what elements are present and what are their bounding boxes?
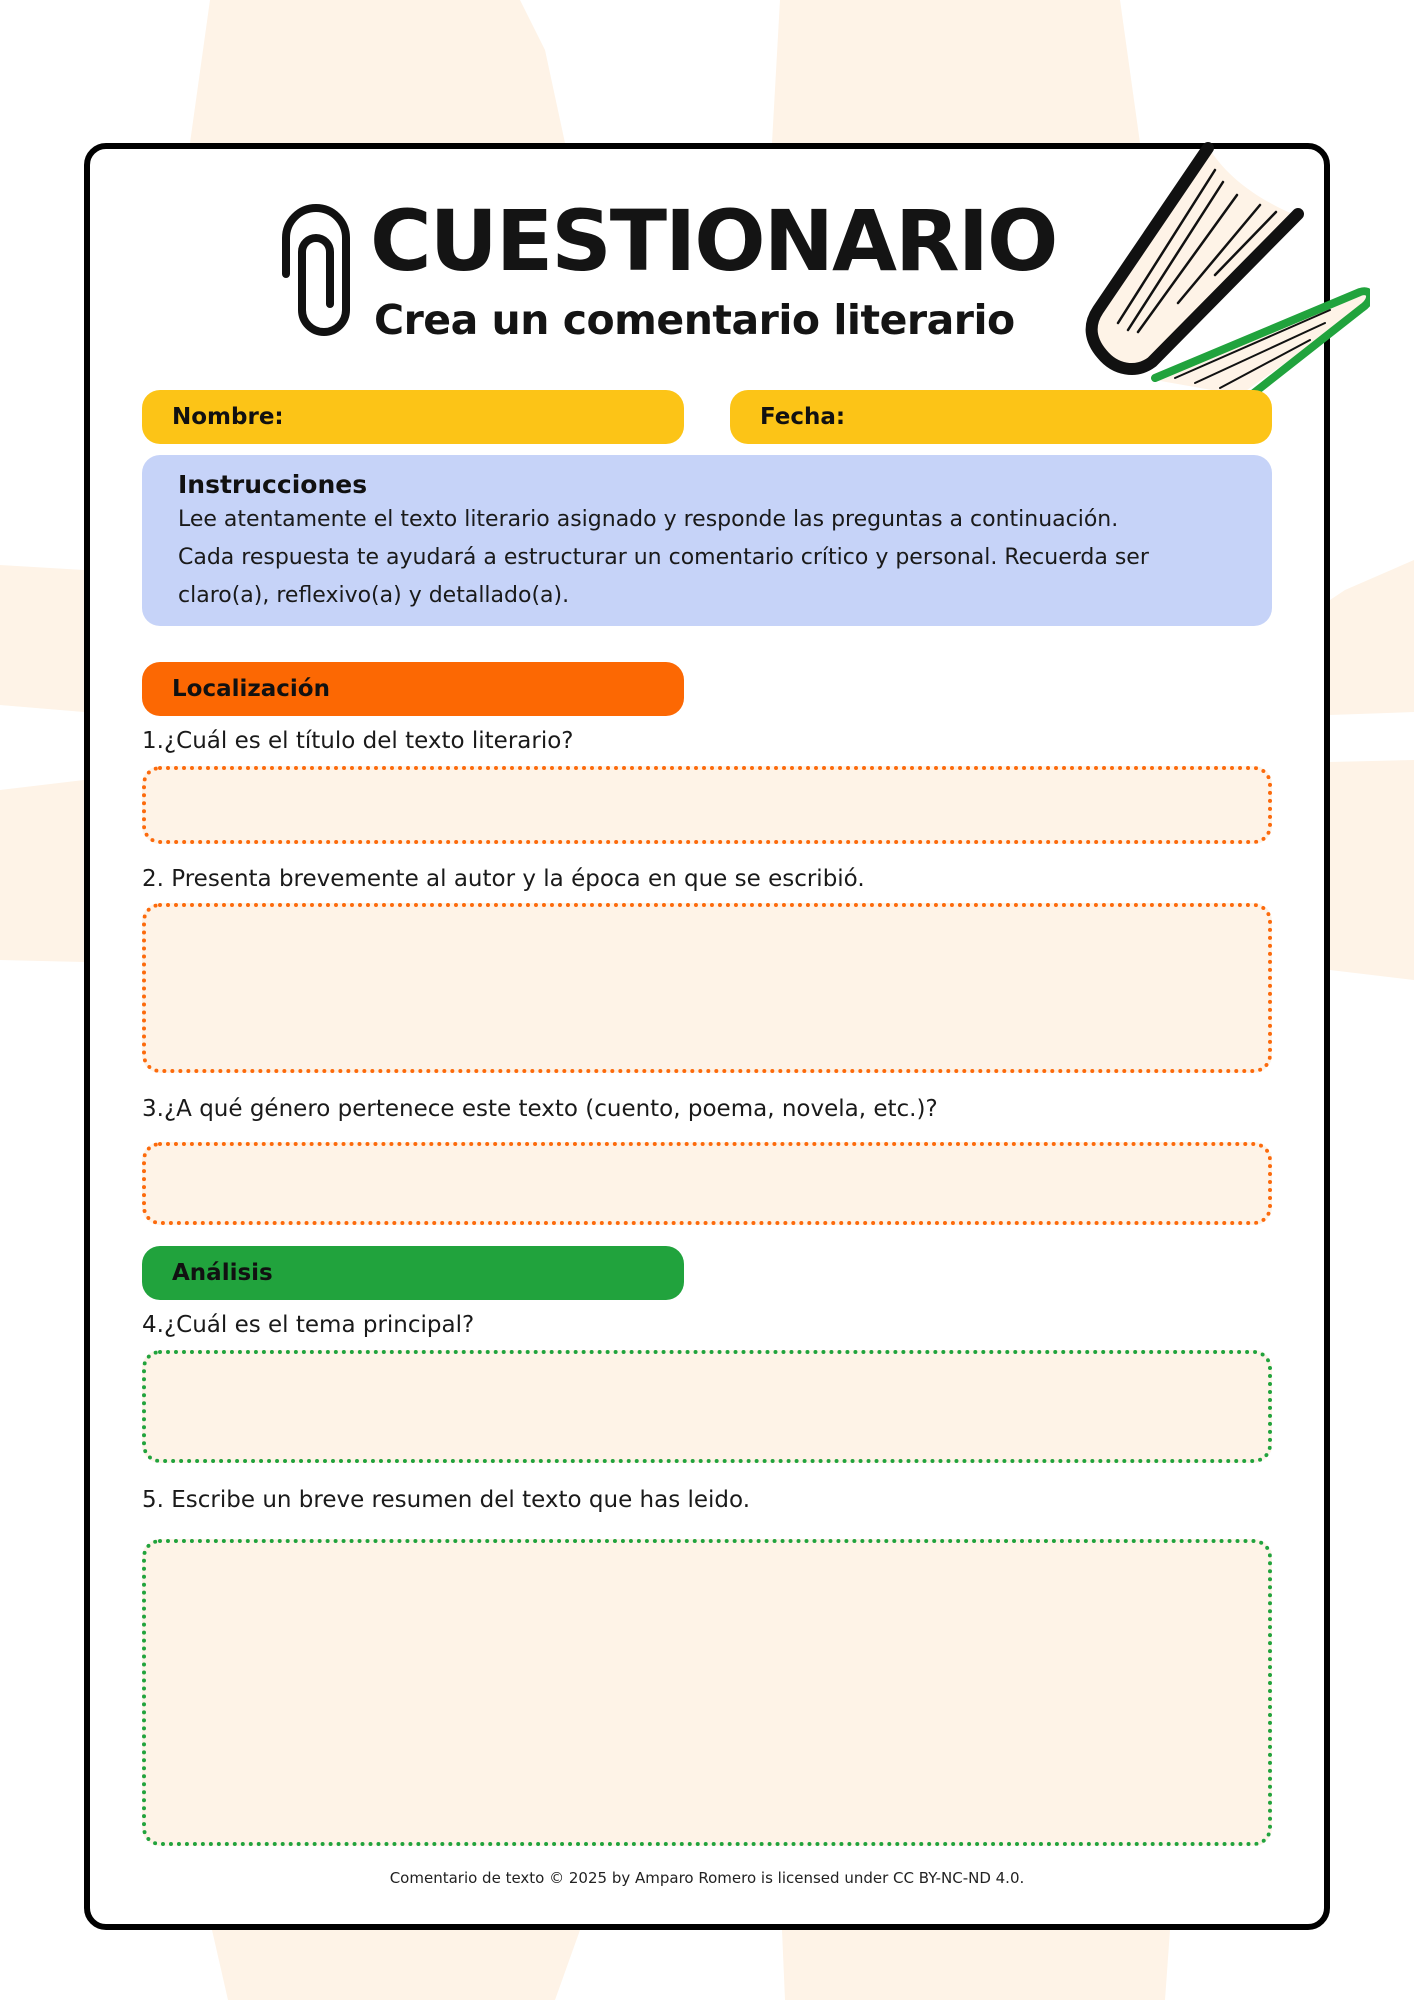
instructions-line: claro(a), reflexivo(a) y detallado(a). bbox=[178, 583, 570, 608]
answer-box-5[interactable] bbox=[142, 1539, 1272, 1846]
question-1: 1.¿Cuál es el título del texto literario? bbox=[142, 728, 574, 754]
bg-shape bbox=[212, 1930, 580, 2000]
answer-box-3[interactable] bbox=[142, 1142, 1272, 1225]
bg-shape bbox=[772, 0, 1140, 143]
question-4: 4.¿Cuál es el tema principal? bbox=[142, 1312, 475, 1338]
question-5: 5. Escribe un breve resumen del texto que has leido. bbox=[142, 1487, 751, 1513]
instructions-heading: Instrucciones bbox=[178, 470, 368, 499]
section-label: Localización bbox=[172, 676, 330, 702]
license-footer: Comentario de texto © 2025 by Amparo Romero is licensed under CC BY-NC-ND 4.0. bbox=[389, 1869, 1025, 1887]
question-3: 3.¿A qué género pertenece este texto (cuento, poema, novela, etc.)? bbox=[142, 1096, 938, 1122]
answer-box-4[interactable] bbox=[142, 1350, 1272, 1463]
instructions-box bbox=[142, 455, 1272, 626]
section-label: Análisis bbox=[172, 1260, 273, 1286]
bg-shape bbox=[0, 565, 84, 712]
bg-shape bbox=[1330, 760, 1414, 980]
page-subtitle: Crea un comentario literario bbox=[374, 296, 1015, 344]
question-2: 2. Presenta brevemente al autor y la época en que se escribió. bbox=[142, 866, 865, 892]
page-title: CUESTIONARIO bbox=[370, 192, 1057, 290]
answer-box-1[interactable] bbox=[142, 766, 1272, 844]
name-field[interactable] bbox=[142, 390, 684, 444]
bg-shape bbox=[1330, 560, 1414, 715]
bg-shape bbox=[0, 780, 84, 962]
instructions-line: Lee atentamente el texto literario asignado y responde las preguntas a continuación. bbox=[178, 507, 1119, 532]
section-header-localizacion bbox=[142, 662, 684, 716]
instructions-line: Cada respuesta te ayudará a estructurar un comentario crítico y personal. Recuerda ser bbox=[178, 545, 1149, 570]
answer-box-2[interactable] bbox=[142, 903, 1272, 1073]
date-field[interactable] bbox=[730, 390, 1272, 444]
date-label: Fecha: bbox=[760, 404, 846, 430]
section-header-analisis bbox=[142, 1246, 684, 1300]
open-book-icon bbox=[1060, 140, 1370, 400]
paperclip-icon bbox=[280, 202, 356, 342]
bg-shape bbox=[782, 1930, 1170, 2000]
bg-shape bbox=[190, 0, 565, 143]
name-label: Nombre: bbox=[172, 404, 284, 430]
